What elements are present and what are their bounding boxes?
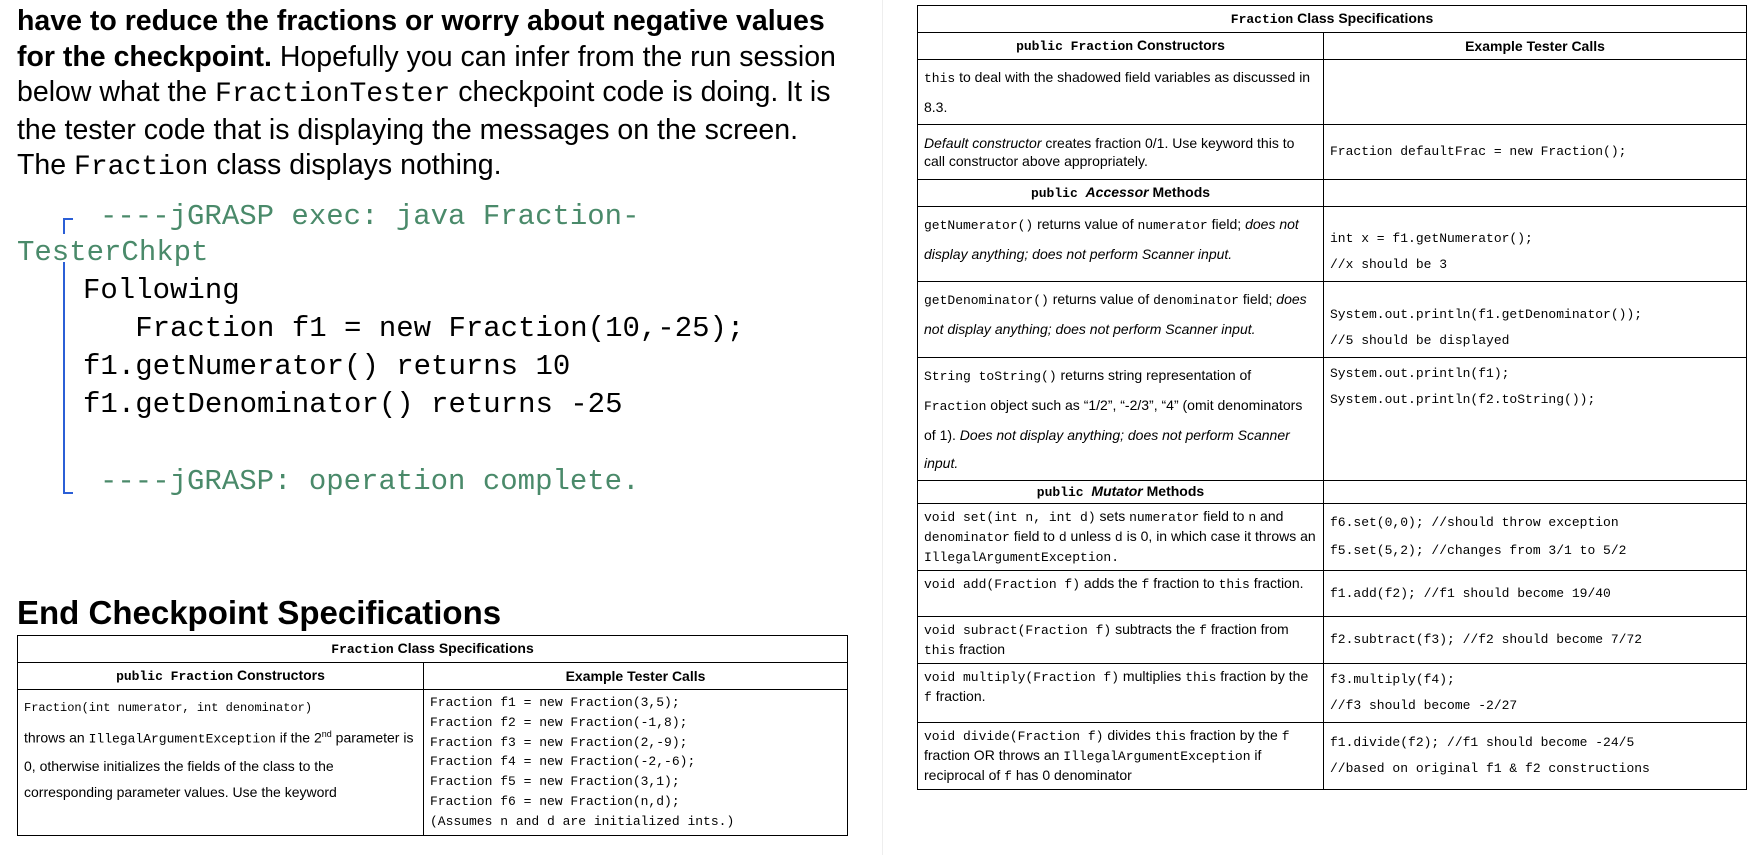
default-constructor-call: Fraction defaultFrac = new Fraction();	[1324, 125, 1747, 180]
intro-paragraph: have to reduce the fractions or worry about negative values for the checkpoint. Hopefully you can infer from the run session below what the FractionTester checkpoint code is doing. It is the tester code that is displaying the messages on the screen. The Fraction class displays nothing.	[17, 5, 836, 183]
constructor-description: Fraction(int numerator, int denominator) throws an IllegalArgumentException if the 2nd parameter is 0, otherwise initializes the fields of the class to the corresponding parameter values. Use the keyword	[18, 690, 424, 836]
column-header-constructors: public Fraction Constructors	[18, 663, 424, 690]
column-header-tester-calls: Example Tester Calls	[424, 663, 848, 690]
subtract-call: f2.subtract(f3); //f2 should become 7/72	[1324, 617, 1747, 664]
getdenominator-description: getDenominator() returns value of denominator field; does not display anything; does not perform Scanner input.	[918, 282, 1324, 358]
console-line: Following	[83, 273, 240, 307]
code-fraction: Fraction	[74, 152, 209, 183]
subtract-description: void subract(Fraction f) subtracts the f fraction from this fraction	[918, 617, 1324, 664]
fraction-spec-table-left	[17, 635, 848, 836]
constructor-continuation: this to deal with the shadowed field variables as discussed in 8.3.	[918, 60, 1324, 125]
console-exec-line-cont: TesterChkpt	[17, 235, 209, 269]
page-divider	[882, 0, 883, 855]
table-title: Fraction Class Specifications	[18, 636, 848, 663]
default-constructor-description: Default constructor creates fraction 0/1. Use keyword this to call constructor above appropriately.	[918, 125, 1324, 180]
tostring-call: System.out.println(f1); System.out.println(f2.toString());	[1324, 358, 1747, 481]
console-line: f1.getNumerator() returns 10	[83, 349, 571, 383]
console-bracket-line	[63, 262, 65, 494]
console-complete-line: ----jGRASP: operation complete.	[100, 464, 640, 498]
divide-description: void divide(Fraction f) divides this fraction by the f fraction OR throws an IllegalArgumentException if reciprocal of f has 0 denominator	[918, 723, 1324, 790]
multiply-call: f3.multiply(f4); //f3 should become -2/27	[1324, 664, 1747, 723]
console-line: Fraction f1 = new Fraction(10,-25);	[83, 311, 745, 345]
console-bracket-bottom	[63, 492, 73, 494]
column-header-tester-calls: Example Tester Calls	[1324, 33, 1747, 60]
add-call: f1.add(f2); //f1 should become 19/40	[1324, 571, 1747, 617]
mutator-section-header: public Mutator Methods	[918, 481, 1324, 504]
getnumerator-description: getNumerator() returns value of numerator field; does not display anything; does not perform Scanner input.	[918, 207, 1324, 282]
constructor-tester-calls: Fraction f1 = new Fraction(3,5); Fraction f2 = new Fraction(-1,8); Fraction f3 = new Fraction(2,-9); Fraction f4 = new Fraction(-2,-6); Fraction f5 = new Fraction(3,1); Fraction f6 = new Fraction(n,d); (Assumes n and d are initialized ints.)	[424, 690, 848, 836]
intro-bold: have to reduce the fractions or worry about negative values for the checkpoint.	[17, 5, 825, 73]
multiply-description: void multiply(Fraction f) multiplies this fraction by the f fraction.	[918, 664, 1324, 723]
getnumerator-call: int x = f1.getNumerator(); //x should be 3	[1324, 207, 1747, 282]
fraction-spec-table-right	[917, 5, 1747, 790]
section-heading: End Checkpoint Specifications	[17, 594, 502, 631]
table-title: Fraction Class Specifications	[918, 6, 1747, 33]
add-description: void add(Fraction f) adds the f fraction to this fraction.	[918, 571, 1324, 617]
tostring-description: String toString() returns string representation of Fraction object such as “1/2”, “-2/3”, “4” (omit denominators of 1). Does not display anything; does not perform Scanner input.	[918, 358, 1324, 481]
set-description: void set(int n, int d) sets numerator field to n and denominator field to d unless d is 0, in which case it throws an IllegalArgumentException.	[918, 504, 1324, 571]
empty-cell	[1324, 180, 1747, 207]
console-exec-line: ----jGRASP exec: java Fraction-	[100, 199, 640, 233]
empty-cell	[1324, 481, 1747, 504]
console-line: f1.getDenominator() returns -25	[83, 387, 623, 421]
code-fractiontester: FractionTester	[215, 79, 451, 110]
left-page	[17, 0, 847, 545]
jgrasp-console-output	[17, 200, 847, 545]
empty-cell	[1324, 60, 1747, 125]
getdenominator-call: System.out.println(f1.getDenominator()); //5 should be displayed	[1324, 282, 1747, 358]
console-bracket-line-top	[63, 218, 65, 234]
set-call: f6.set(0,0); //should throw exception f5.set(5,2); //changes from 3/1 to 5/2	[1324, 504, 1747, 571]
column-header-constructors: public Fraction Constructors	[918, 33, 1324, 60]
divide-call: f1.divide(f2); //f1 should become -24/5 //based on original f1 & f2 constructions	[1324, 723, 1747, 790]
accessor-section-header: public Accessor Methods	[918, 180, 1324, 207]
